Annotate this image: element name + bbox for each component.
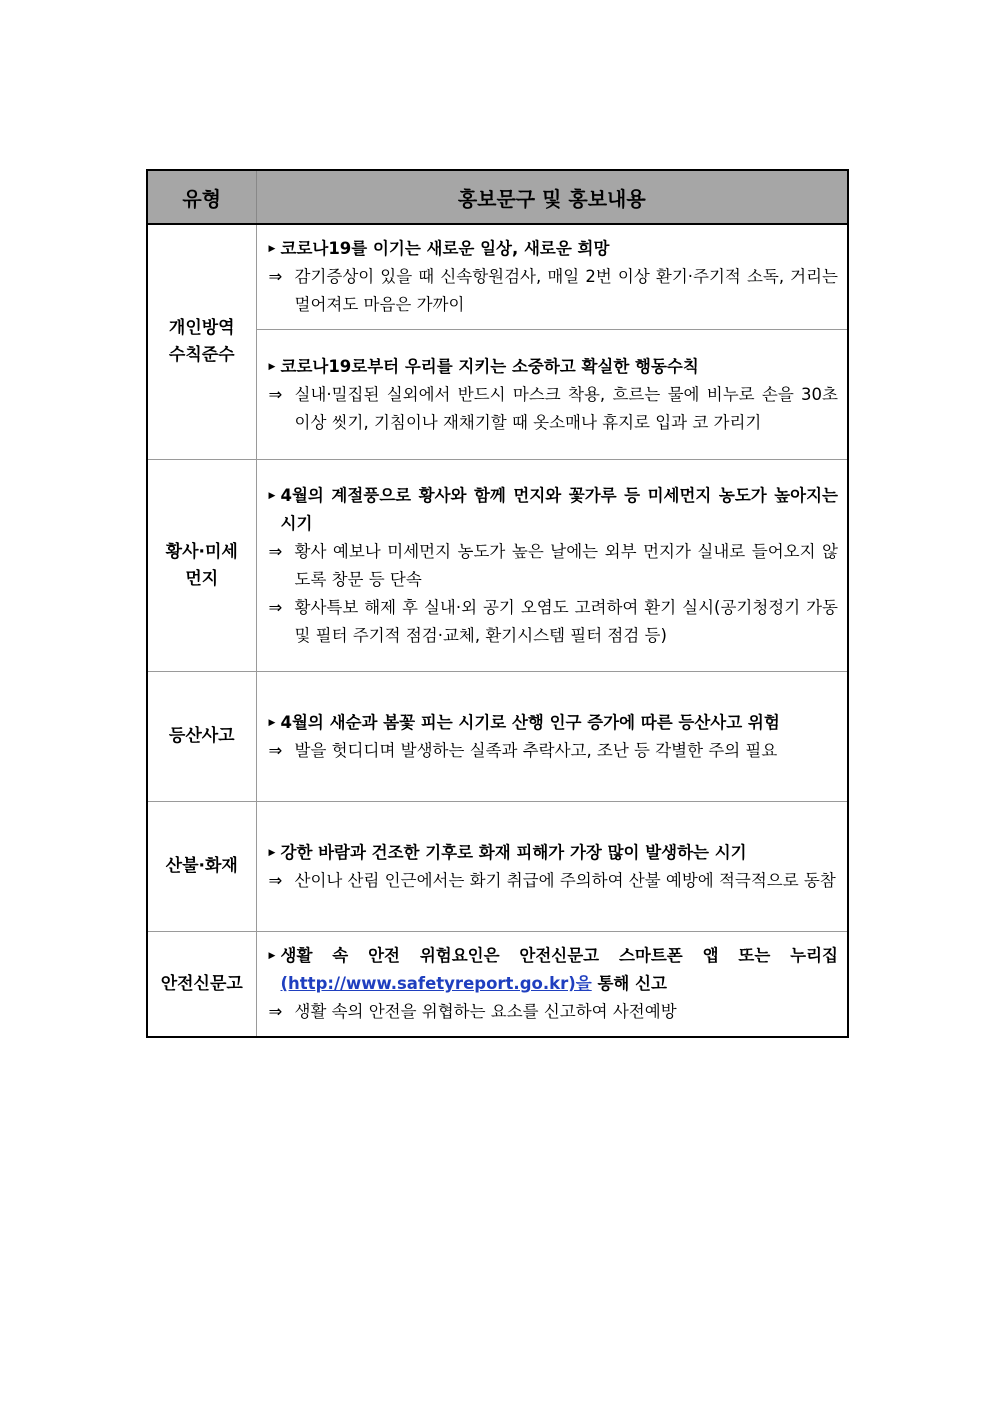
category-cell (147, 932, 256, 1038)
headline: ▶ 4월의 새순과 봄꽃 피는 시기로 산행 인구 증가에 따른 등산사고 위험 (269, 709, 839, 737)
bullet-triangle-icon: ▶ (268, 951, 276, 961)
category-cell (147, 460, 256, 672)
bullet-triangle-icon: ▶ (268, 244, 276, 254)
bullet-triangle-icon: ▶ (268, 361, 276, 372)
category-label: 산불·화재 (165, 856, 238, 876)
arrow-icon: ⇒ (268, 384, 283, 404)
table-row (147, 224, 848, 330)
headline: ▶ 코로나19로부터 우리를 지키는 소중하고 확실한 행동수칙 (269, 353, 839, 381)
detail-item: ⇒ 감기증상이 있을 때 신속항원검사, 매일 2번 이상 환기·주기적 소독, 거리는 멀어져도 마음은 가까이 (269, 263, 839, 319)
arrow-icon: ⇒ (268, 541, 283, 561)
detail-item: ⇒ 산이나 산림 인근에서는 화기 취급에 주의하여 산불 예방에 적극적으로 동참 (269, 867, 839, 895)
content-cell (256, 932, 848, 1038)
arrow-icon: ⇒ (268, 740, 283, 760)
detail-item: ⇒ 실내·밀집된 실외에서 반드시 마스크 착용, 흐르는 물에 비누로 손을 30초 이상 씻기, 기침이나 재채기할 때 옷소매나 휴지로 입과 코 가리기 (269, 381, 839, 437)
arrow-icon: ⇒ (268, 870, 283, 890)
content-cell (256, 672, 848, 802)
detail-item: ⇒ 생활 속의 안전을 위협하는 요소를 신고하여 사전예방 (269, 998, 839, 1026)
bullet-triangle-icon: ▶ (268, 847, 276, 858)
category-label: 개인방역 (168, 318, 235, 338)
table-row (147, 460, 848, 672)
category-label: 수칙준수 (168, 345, 235, 365)
category-cell (147, 802, 256, 932)
campaign-table (146, 169, 849, 1038)
bullet-triangle-icon: ▶ (268, 490, 276, 501)
headline: ▶ 코로나19를 이기는 새로운 일상, 새로운 희망 (269, 235, 839, 263)
arrow-icon: ⇒ (268, 1002, 283, 1021)
content-cell (256, 460, 848, 672)
bullet-triangle-icon: ▶ (268, 717, 276, 728)
headline: ▶ 강한 바람과 건조한 기후로 화재 피해가 가장 많이 발생하는 시기 (269, 839, 839, 867)
category-cell (147, 224, 256, 460)
content-cell (256, 330, 848, 460)
table-row (147, 932, 848, 1038)
arrow-icon: ⇒ (268, 267, 283, 286)
headline: ▶ 4월의 계절풍으로 황사와 함께 먼지와 꽃가루 등 미세먼지 농도가 높아지는 시기 (269, 482, 839, 538)
category-label: 안전신문고 (160, 973, 243, 994)
table-row (147, 672, 848, 802)
detail-item: ⇒ 황사 예보나 미세먼지 농도가 높은 날에는 외부 먼지가 실내로 들어오지 않도록 창문 등 단속 (269, 538, 839, 594)
safetyreport-link[interactable]: (http://www.safetyreport.go.kr)을 (280, 974, 592, 993)
arrow-icon: ⇒ (268, 597, 283, 617)
category-label: 먼지 (185, 568, 219, 589)
content-cell (256, 224, 848, 330)
table-row (147, 802, 848, 932)
header-type: 유형 (147, 170, 256, 224)
headline: ▶ 생활 속 안전 위험요인은 안전신문고 스마트폰 앱 또는 누리집 (http://www.safetyreport.go.kr)을 통해 신고 (269, 942, 839, 998)
detail-item: ⇒ 발을 헛디디며 발생하는 실족과 추락사고, 조난 등 각별한 주의 필요 (269, 737, 839, 765)
category-cell (147, 672, 256, 802)
category-label: 황사·미세 (165, 541, 238, 562)
content-cell (256, 802, 848, 932)
category-label: 등산사고 (168, 726, 235, 746)
header-content: 홍보문구 및 홍보내용 (256, 170, 848, 224)
detail-item: ⇒ 황사특보 해제 후 실내·외 공기 오염도 고려하여 환기 실시(공기청정기 가동 및 필터 주기적 점검·교체, 환기시스템 필터 점검 등) (269, 594, 839, 650)
table-header-row (147, 170, 848, 224)
